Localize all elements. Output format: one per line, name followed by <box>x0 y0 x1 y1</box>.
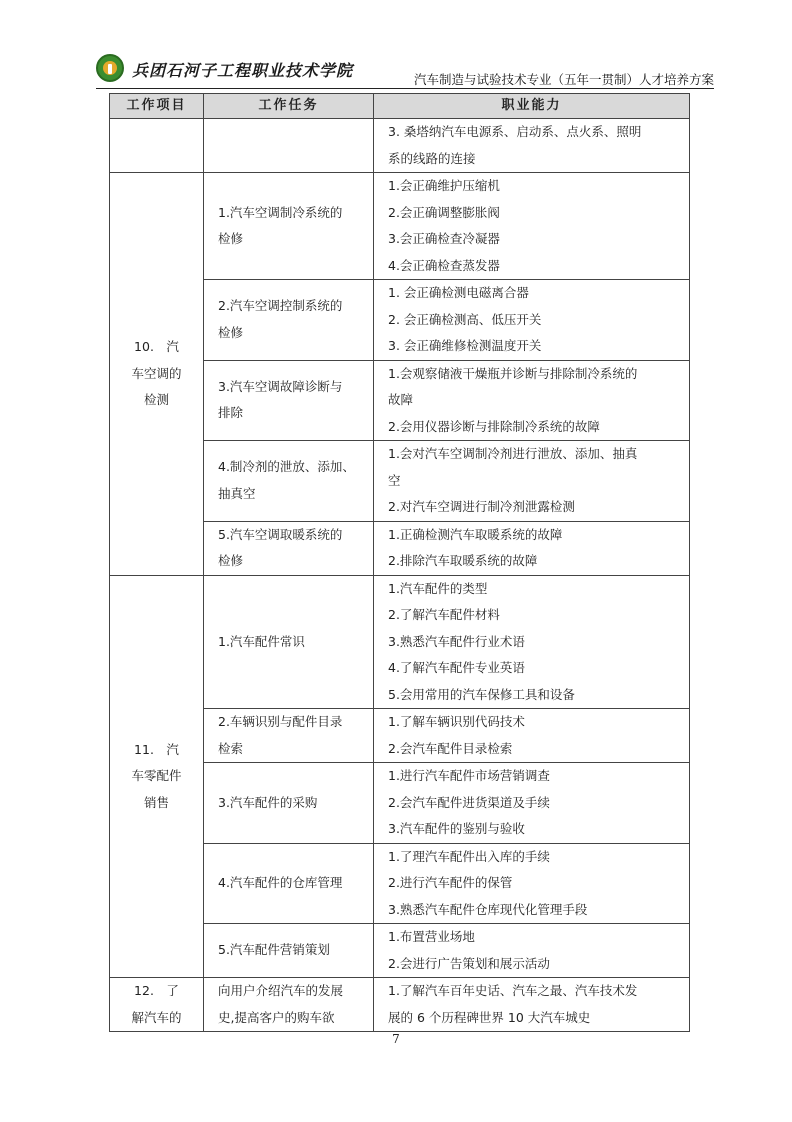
task-cell <box>204 521 374 575</box>
ability-line: 4.了解汽车配件专业英语 <box>388 660 525 675</box>
ability-cell <box>374 575 690 709</box>
task-line: 抽真空 <box>218 485 256 501</box>
ability-line: 2.会进行广告策划和展示活动 <box>388 955 550 971</box>
ability-cell <box>374 360 690 441</box>
task-cell <box>204 978 374 1032</box>
task-cell <box>204 173 374 280</box>
ability-line: 3. 桑塔纳汽车电源系、启动系、点火系、照明 <box>388 124 642 139</box>
ability-line: 2.会用仪器诊断与排除制冷系统的故障 <box>388 418 600 434</box>
ability-line: 1.了解车辆识别代码技术 <box>388 714 525 729</box>
ability-line: 1. 会正确检测电磁离合器 <box>388 285 529 300</box>
ability-cell <box>374 173 690 280</box>
ability-line: 3. 会正确维修检测温度开关 <box>388 338 542 353</box>
task-line: 2.汽车空调控制系统的 <box>218 298 343 314</box>
task-line: 4.制冷剂的泄放、添加、 <box>218 459 355 475</box>
task-line: 2.车辆识别与配件目录 <box>218 714 343 729</box>
ability-cell <box>374 843 690 924</box>
ability-line: 系的线路的连接 <box>388 150 476 166</box>
ability-line: 3.熟悉汽车配件行业术语 <box>388 633 525 649</box>
ability-line: 3.熟悉汽车配件仓库现代化管理手段 <box>388 901 588 917</box>
ability-line: 4.会正确检查蒸发器 <box>388 257 500 273</box>
task-cell <box>204 763 374 844</box>
project-line: 11. 汽 <box>134 741 179 757</box>
project-line: 12. 了 <box>134 983 179 998</box>
ability-cell <box>374 441 690 522</box>
task-line: 排除 <box>218 405 244 421</box>
project-line: 10. 汽 <box>134 339 179 354</box>
project-line: 车零配件 <box>131 768 182 783</box>
project-cell <box>110 978 204 1032</box>
ability-cell <box>374 119 690 173</box>
project-line: 车空调的 <box>131 365 182 381</box>
ability-line: 空 <box>388 472 401 488</box>
task-cell <box>204 843 374 924</box>
table-row <box>110 119 690 173</box>
ability-line: 2.了解汽车配件材料 <box>388 607 500 622</box>
ability-cell <box>374 709 690 763</box>
ability-line: 2.会汽车配件进货渠道及手续 <box>388 794 550 810</box>
project-cell <box>110 575 204 978</box>
task-line: 3.汽车配件的采购 <box>218 794 318 810</box>
ability-line: 2.对汽车空调进行制冷剂泄露检测 <box>388 499 575 514</box>
table-row <box>110 575 690 709</box>
table-row <box>110 978 690 1032</box>
project-line: 销售 <box>143 794 169 810</box>
task-line: 1.汽车空调制冷系统的 <box>218 204 343 220</box>
task-line: 检索 <box>218 740 244 756</box>
table-header-row <box>110 94 690 119</box>
task-line: 5.汽车配件营销策划 <box>218 942 330 958</box>
page-number: 7 <box>392 1032 400 1046</box>
page-header <box>96 48 714 90</box>
ability-line: 1.布置营业场地 <box>388 929 475 944</box>
ability-line: 5.会用常用的汽车保修工具和设备 <box>388 686 575 702</box>
ability-cell <box>374 521 690 575</box>
ability-line: 1.会正确维护压缩机 <box>388 178 500 193</box>
project-line: 解汽车的 <box>131 1009 182 1025</box>
task-cell <box>204 280 374 361</box>
project-cell <box>110 173 204 576</box>
ability-cell <box>374 924 690 978</box>
task-line: 5.汽车空调取暖系统的 <box>218 526 343 542</box>
ability-line: 1.了解汽车百年史话、汽车之最、汽车技术发 <box>388 983 638 998</box>
ability-line: 3.会正确检查冷凝器 <box>388 231 500 246</box>
task-line: 史,提高客户的购车欲 <box>218 1009 335 1025</box>
col-header-project: 工作项目 <box>110 94 204 119</box>
ability-line: 1.汽车配件的类型 <box>388 580 488 596</box>
ability-line: 2. 会正确检测高、低压开关 <box>388 311 542 327</box>
ability-cell <box>374 978 690 1032</box>
task-line: 3.汽车空调故障诊断与 <box>218 378 343 394</box>
col-header-ability: 职业能力 <box>374 94 690 119</box>
task-line: 4.汽车配件的仓库管理 <box>218 875 343 890</box>
school-name: 兵团石河子工程职业技术学院 <box>132 61 354 80</box>
project-line: 检测 <box>143 392 169 407</box>
ability-line: 3.汽车配件的鉴别与验收 <box>388 821 525 836</box>
task-cell <box>204 360 374 441</box>
task-cell <box>204 575 374 709</box>
task-cell <box>204 924 374 978</box>
ability-line: 2.排除汽车取暖系统的故障 <box>388 553 538 568</box>
task-line: 检修 <box>218 553 244 568</box>
task-cell <box>204 441 374 522</box>
school-logo-icon <box>96 54 124 82</box>
ability-line: 2.进行汽车配件的保管 <box>388 875 513 890</box>
ability-line: 1.进行汽车配件市场营销调查 <box>388 768 550 783</box>
task-line: 检修 <box>218 231 244 246</box>
ability-line: 展的 6 个历程碑世界 10 大汽车城史 <box>388 1009 591 1025</box>
ability-line: 1.了理汽车配件出入库的手续 <box>388 848 550 864</box>
ability-cell <box>374 763 690 844</box>
ability-line: 1.会对汽车空调制冷剂进行泄放、添加、抽真 <box>388 446 638 461</box>
table-row <box>110 173 690 280</box>
ability-cell <box>374 280 690 361</box>
project-cell <box>110 119 204 173</box>
ability-line: 1.正确检测汽车取暖系统的故障 <box>388 526 563 542</box>
task-cell <box>204 119 374 173</box>
task-line: 向用户介绍汽车的发展 <box>218 983 344 998</box>
task-line: 检修 <box>218 324 244 340</box>
ability-line: 2.会汽车配件目录检索 <box>388 740 513 756</box>
document-title: 汽车制造与试验技术专业（五年一贯制）人才培养方案 <box>413 72 714 87</box>
ability-line: 1.会观察储液干燥瓶并诊断与排除制冷系统的 <box>388 365 638 381</box>
col-header-task: 工作任务 <box>204 94 374 119</box>
task-line: 1.汽车配件常识 <box>218 633 305 649</box>
curriculum-table <box>109 93 690 1032</box>
header-rule <box>96 88 714 89</box>
task-cell <box>204 709 374 763</box>
ability-line: 2.会正确调整膨胀阀 <box>388 204 500 220</box>
ability-line: 故障 <box>388 392 414 407</box>
